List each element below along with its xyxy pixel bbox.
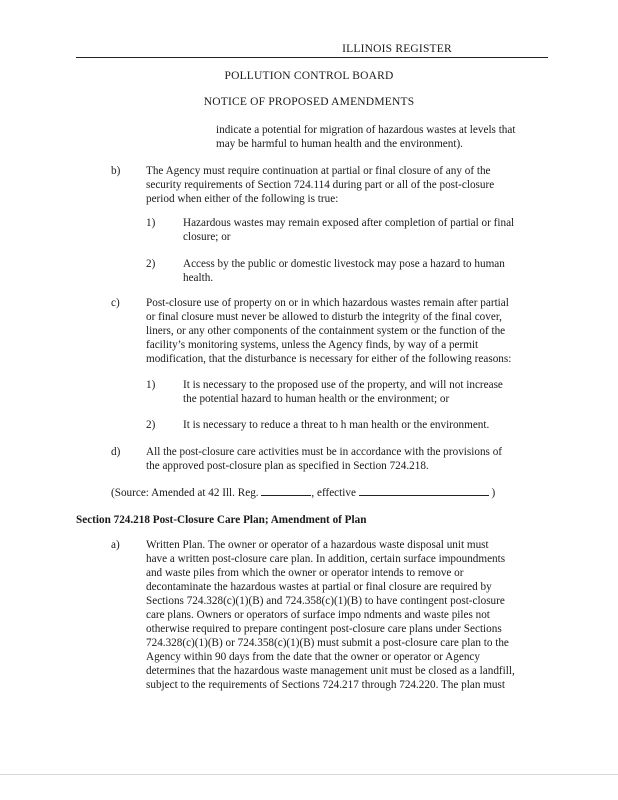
item-b2-line: health. bbox=[183, 272, 214, 284]
subsection-a-line: and waste piles from which the owner or operator intends to remove or bbox=[146, 567, 464, 579]
item-c1-line: It is necessary to the proposed use of the property, and will not increase bbox=[183, 379, 503, 391]
subsection-a-line: otherwise required to prepare contingent post-closure care plans under Sections bbox=[146, 623, 502, 635]
subsection-a-line: Agency within 90 days from the date that the owner or operator or Agency bbox=[146, 651, 480, 663]
subsection-b-label: b) bbox=[111, 165, 121, 177]
effective-date-blank bbox=[359, 485, 489, 496]
subsection-a-line: decontaminate the hazardous wastes at partial or final closure are required by bbox=[146, 581, 492, 593]
item-b1-line: Hazardous wastes may remain exposed after completion of partial or final bbox=[183, 217, 515, 229]
subsection-c-line: or final closure must never be allowed to disturb the integrity of the final cover, bbox=[146, 311, 502, 323]
source-effective: , effective bbox=[311, 487, 356, 499]
subsection-d-line: the approved post-closure plan as specified in Section 724.218. bbox=[146, 460, 429, 472]
notice-title: NOTICE OF PROPOSED AMENDMENTS bbox=[203, 96, 415, 108]
item-c1-label: 1) bbox=[146, 379, 156, 391]
subsection-c-line: liners, or any other components of the containment system or the function of the bbox=[146, 325, 506, 337]
subsection-a-line: Sections 724.328(c)(1)(B) and 724.358(c)(1)(B) to have contingent post-closure bbox=[146, 595, 505, 607]
subsection-b-line: security requirements of Section 724.114 during part or all of the post-closure bbox=[146, 179, 495, 191]
source-close: ) bbox=[491, 487, 496, 499]
item-b1-label: 1) bbox=[146, 217, 156, 229]
continuation-line: may be harmful to human health and the environment). bbox=[216, 138, 463, 150]
subsection-a-line: 724.328(c)(1)(B) or 724.358(c)(1)(B) must submit a post-closure care plan to the bbox=[146, 637, 509, 649]
continuation-line: indicate a potential for migration of hazardous wastes at levels that bbox=[216, 124, 516, 136]
item-c2-label: 2) bbox=[146, 419, 156, 431]
subsection-c-label: c) bbox=[111, 297, 120, 309]
item-b1-line: closure; or bbox=[183, 231, 231, 243]
header-rule bbox=[76, 57, 548, 58]
item-c2-line: It is necessary to reduce a threat to h man health or the environment. bbox=[183, 419, 490, 431]
subsection-d-label: d) bbox=[111, 446, 121, 458]
subsection-a-line: Written Plan. The owner or operator of a hazardous waste disposal unit must bbox=[146, 539, 489, 551]
section-heading: Section 724.218 Post-Closure Care Plan; Amendment of Plan bbox=[76, 514, 367, 526]
subsection-a-label: a) bbox=[111, 539, 120, 551]
item-b2-line: Access by the public or domestic livestock may pose a hazard to human bbox=[183, 258, 505, 270]
source-note bbox=[111, 485, 495, 500]
subsection-d-line: All the post-closure care activities must be in accordance with the provisions of bbox=[146, 446, 503, 458]
subsection-c-line: modification, that the disturbance is necessary for either of the following reasons: bbox=[146, 353, 512, 365]
source-prefix: (Source: Amended at 42 Ill. Reg. bbox=[111, 487, 259, 499]
subsection-b-line: The Agency must require continuation at partial or final closure of any of the bbox=[146, 165, 491, 177]
item-b2-label: 2) bbox=[146, 258, 156, 270]
scan-edge bbox=[0, 774, 618, 775]
item-c1-line: the potential hazard to human health or the environment; or bbox=[183, 393, 450, 405]
register-title: ILLINOIS REGISTER bbox=[342, 43, 452, 55]
subsection-c-line: Post-closure use of property on or in which hazardous wastes remain after partial bbox=[146, 297, 509, 309]
board-title: POLLUTION CONTROL BOARD bbox=[224, 70, 394, 82]
subsection-b-line: period when either of the following is true: bbox=[146, 193, 339, 205]
subsection-a-line: determines that the hazardous waste management unit must be closed as a landfill, bbox=[146, 665, 515, 677]
subsection-a-line: subject to the requirements of Sections 724.217 through 724.220. The plan must bbox=[146, 679, 505, 691]
subsection-a-line: care plans. Owners or operators of surface impo ndments and waste piles not bbox=[146, 609, 490, 621]
subsection-a-line: have a written post-closure care plan. In addition, certain surface impoundments bbox=[146, 553, 506, 565]
subsection-c-line: facility’s monitoring systems, unless the Agency finds, by way of a permit bbox=[146, 339, 479, 351]
register-blank bbox=[261, 485, 311, 496]
